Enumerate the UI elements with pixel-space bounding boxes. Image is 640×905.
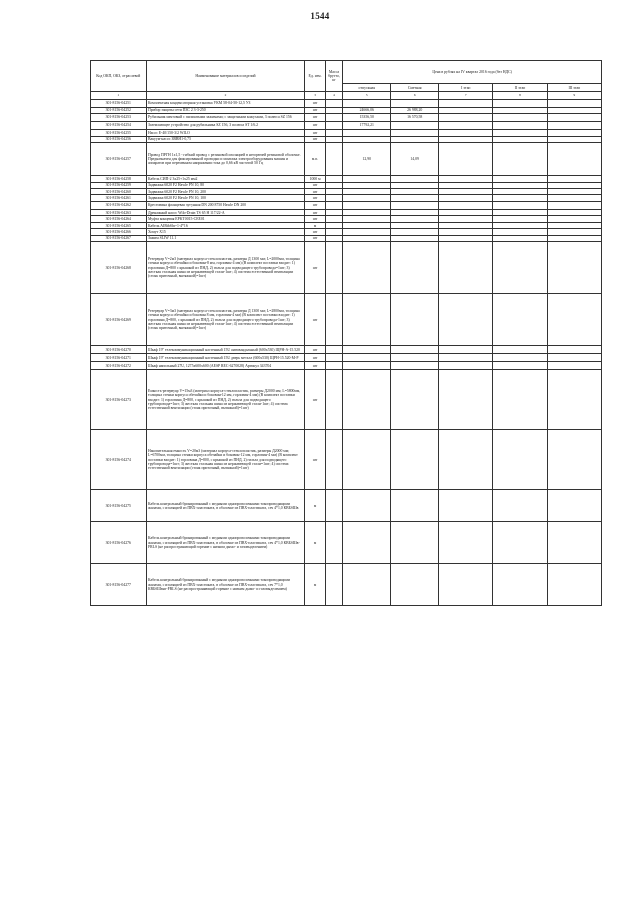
row-current-price [343, 242, 391, 294]
row-price-q2 [439, 114, 493, 122]
row-price-q3 [493, 242, 547, 294]
row-price-q4 [547, 490, 601, 522]
row-name: Муфта концевая EPKT0015-CEE01 [146, 216, 305, 222]
col-number: 5 [343, 92, 391, 99]
row-price-q3 [493, 490, 547, 522]
row-code: 301-8156-04261 [91, 195, 147, 201]
row-price-q2 [439, 564, 493, 606]
row-price-q3 [493, 294, 547, 346]
row-unit: шт [305, 99, 325, 107]
row-code: 301-8156-04251 [91, 99, 147, 107]
table-row [91, 564, 602, 606]
row-unit: 1000 м [305, 176, 325, 182]
row-unit: шт [305, 229, 325, 235]
header-unit: Ед. изм. [305, 61, 325, 92]
row-unit: шт [305, 107, 325, 113]
row-current-price [343, 201, 391, 209]
row-name: Вакуум-насос ЗВВН1-0,75 [146, 136, 305, 142]
row-price-q4 [547, 354, 601, 362]
row-price-q1 [391, 522, 439, 564]
row-current-price: 12,90 [343, 143, 391, 176]
row-code: 301-8156-04269 [91, 294, 147, 346]
row-price-q1 [391, 242, 439, 294]
col-number: 3 [305, 92, 325, 99]
row-price-q2 [439, 354, 493, 362]
row-price-q1 [391, 294, 439, 346]
table-row [91, 143, 602, 176]
table-row [91, 430, 602, 490]
row-current-price [343, 362, 391, 370]
row-name: Дренажный насос Wilo-Drain TS 65 H 117/22-A [146, 209, 305, 215]
row-mass [325, 242, 343, 294]
row-code: 301-8156-04272 [91, 362, 147, 370]
row-mass [325, 346, 343, 354]
row-price-q1 [391, 362, 439, 370]
table-row [91, 346, 602, 354]
row-price-q3 [493, 354, 547, 362]
row-unit: шт [305, 216, 325, 222]
row-unit: шт [305, 354, 325, 362]
row-price-q1: 14,09 [391, 143, 439, 176]
row-name: Заземляющее устройство для рубильника SZ 156, 3 полюса ST 1/6.2 [146, 122, 305, 130]
row-name: Шкаф 19" телекоммуникационный настенный 15U антивандальный (600х530) ЩРН-А-15.520 [146, 346, 305, 354]
row-code: 301-8156-04268 [91, 242, 147, 294]
row-price-q2 [439, 490, 493, 522]
col-number: 1 [91, 92, 147, 99]
row-unit: шт [305, 209, 325, 215]
row-unit: шт [305, 242, 325, 294]
row-current-price [343, 354, 391, 362]
row-unit: шт [305, 136, 325, 142]
row-current-price [343, 564, 391, 606]
row-price-q1 [391, 346, 439, 354]
table-row [91, 490, 602, 522]
col-number: 6 [391, 92, 439, 99]
row-mass [325, 143, 343, 176]
row-unit: шт [305, 362, 325, 370]
row-name: Задвижка 6020 F2 Hawle PN 10, 80 [146, 182, 305, 188]
col-number: 2 [146, 92, 305, 99]
row-unit: шт [305, 346, 325, 354]
row-name: Шкаф 19" телекоммуникационный настенный 15U дверь металл (600х530) ЩРН-15.520-М-Р [146, 354, 305, 362]
row-unit: шт [305, 188, 325, 194]
row-price-q4 [547, 362, 601, 370]
row-current-price: 24666,06 [343, 107, 391, 113]
row-current-price [343, 370, 391, 430]
header-current: отпускная [343, 84, 391, 92]
row-name: Резервуар V=2м3 (материал корпуса-стеклопластик, размеры Д 1300 мм; L=2000мм, толщина стенки корпуса обечайки и боковин-8 мм, горловин-4 мм) (В комплект поставки входит: 1) горловина Д=800 с крышкой из ПНД, 2) гильза для подводящего трубопровода=1шт; 3) жесткая стальная шина из нержавеющей стали-1шт; 4) система естественной вентиляции (стояк приточный, вытяжной)=1шт) [146, 242, 305, 294]
row-price-q1 [391, 99, 439, 107]
row-price-q4 [547, 242, 601, 294]
row-unit: шт [305, 182, 325, 188]
row-name: Зажим SLIW 11.1 [146, 235, 305, 241]
row-unit: м [305, 522, 325, 564]
page-number: 1544 [310, 11, 330, 21]
row-unit: шт [305, 370, 325, 430]
row-current-price [343, 430, 391, 490]
header-q1: I этап [439, 84, 493, 92]
row-name: Прибор защиты сети ПЗС 2 3-3-250 [146, 107, 305, 113]
row-code: 301-8156-04271 [91, 354, 147, 362]
row-price-q4 [547, 522, 601, 564]
row-price-q2 [439, 99, 493, 107]
row-code: 301-8156-04274 [91, 430, 147, 490]
row-price-q3 [493, 346, 547, 354]
row-unit: м [305, 222, 325, 228]
table-row [91, 354, 602, 362]
row-price-q4 [547, 346, 601, 354]
col-number: 9 [547, 92, 601, 99]
row-name: Кабель контрольный бронированный с медными однопроволочными токопроводящими жилами, с изоляцией из ПВХ-пластиката, в оболочке из ПВХ-пластиката, сеч 4*1,0 КВБбШв [146, 490, 305, 522]
row-name: Задвижка 6020 F2 Hawle PN 10, 100 [146, 195, 305, 201]
row-current-price [343, 490, 391, 522]
row-name: Емкость-резервуар V=15м3 (материал корпуса-стеклопластик, размеры Д2000 мм; L=5800мм, толщина стенки корпуса обечайки и боковин-12 мм, горловин-4 мм) (В комплект поставки входит: 1) горловина Д=800, с крышкой из ПНД, 2) гильза для подводящего трубопровода=1шт; 3) жесткая стальная шина из нержавеющей стали-1шт; 4) система естественной вентиляции (стояк приточный, вытяжной)=1шт) [146, 370, 305, 430]
row-unit: шт [305, 294, 325, 346]
row-code: 301-8156-04258 [91, 176, 147, 182]
row-mass [325, 99, 343, 107]
row-unit: шт [305, 114, 325, 122]
row-price-q3 [493, 143, 547, 176]
price-table [90, 60, 602, 606]
header-estimate: Сметная [391, 84, 439, 92]
table-body [91, 99, 602, 606]
row-name: Кабель контрольный бронированный с медными однопроволочными токопроводящими жилами, с изоляцией из ПВХ-пластиката, в оболочке из ПВХ-пластиката, сеч 7*1,0 КВБбШвнг-FRLS (не распространяющий горение с низким дымо- и газовыделением) [146, 564, 305, 606]
row-current-price [343, 522, 391, 564]
table-row [91, 201, 602, 209]
row-price-q1: 26 988,20 [391, 107, 439, 113]
row-price-q2 [439, 242, 493, 294]
row-price-q4 [547, 201, 601, 209]
table-row [91, 242, 602, 294]
row-unit: м [305, 490, 325, 522]
table-row [91, 99, 602, 107]
row-name: Хомут Х15 [146, 229, 305, 235]
row-unit: шт [305, 430, 325, 490]
row-current-price: 15356,50 [343, 114, 391, 122]
header-q3: III этап [547, 84, 601, 92]
table-row [91, 114, 602, 122]
row-mass [325, 522, 343, 564]
row-code: 301-8156-04260 [91, 188, 147, 194]
row-price-q3 [493, 201, 547, 209]
row-code: 301-8156-04276 [91, 522, 147, 564]
row-name: Кабель контрольный бронированный с медными однопроволочными токопроводящими жилами, с изоляцией из ПВХ-пластиката, в оболочке из ПВХ-пластиката, сеч 4*1,0 КВБбШв-FRLS (не распространяющий горение с низким дымо- и газовыделением) [146, 522, 305, 564]
row-current-price [343, 294, 391, 346]
row-price-q1 [391, 201, 439, 209]
row-code: 301-8156-04254 [91, 122, 147, 130]
row-price-q2 [439, 346, 493, 354]
row-mass [325, 362, 343, 370]
row-current-price: 17792,21 [343, 122, 391, 130]
row-code: 301-8156-04266 [91, 229, 147, 235]
row-price-q3 [493, 99, 547, 107]
row-name: Рубильник мачтовый с пильчатыми зажимами; с защитными кожухами, 3 полюса SZ 156 [146, 114, 305, 122]
row-mass [325, 201, 343, 209]
table-row [91, 122, 602, 130]
row-current-price [343, 99, 391, 107]
row-mass [325, 430, 343, 490]
row-price-q3 [493, 122, 547, 130]
row-mass [325, 370, 343, 430]
row-code: 301-8156-04277 [91, 564, 147, 606]
row-code: 301-8156-04273 [91, 370, 147, 430]
row-price-q2 [439, 122, 493, 130]
row-unit: шт [305, 201, 325, 209]
row-mass [325, 122, 343, 130]
row-price-q2 [439, 294, 493, 346]
header-q2: II этап [493, 84, 547, 92]
row-price-q2 [439, 522, 493, 564]
row-unit: шт [305, 122, 325, 130]
column-number-row [91, 92, 602, 99]
row-mass [325, 114, 343, 122]
row-mass [325, 354, 343, 362]
header-mass: Масса брутто, кг [325, 61, 343, 92]
row-mass [325, 490, 343, 522]
row-code: 301-8156-04252 [91, 107, 147, 113]
row-code: 301-8156-04259 [91, 182, 147, 188]
row-price-q1 [391, 370, 439, 430]
row-unit: м.п. [305, 143, 325, 176]
row-code: 301-8156-04262 [91, 201, 147, 209]
row-code: 301-8156-04253 [91, 114, 147, 122]
row-price-q3 [493, 114, 547, 122]
table-row [91, 522, 602, 564]
header-name: Наименование материалов и изделий [146, 61, 305, 92]
row-price-q4 [547, 143, 601, 176]
col-number: 8 [493, 92, 547, 99]
row-price-q3 [493, 522, 547, 564]
row-price-q3 [493, 362, 547, 370]
row-code: 301-8156-04275 [91, 490, 147, 522]
row-unit: м [305, 564, 325, 606]
row-price-q4 [547, 99, 601, 107]
row-name: Кабель СИП-2 3х25+1х25 мм2 [146, 176, 305, 182]
table-row [91, 294, 602, 346]
table-row [91, 362, 602, 370]
row-price-q1 [391, 430, 439, 490]
row-code: 301-8156-04265 [91, 222, 147, 228]
row-price-q1 [391, 122, 439, 130]
row-name: Насос E-40/150-3/2 WILO [146, 130, 305, 136]
row-code: 301-8156-04263 [91, 209, 147, 215]
row-mass [325, 564, 343, 606]
row-price-q4 [547, 114, 601, 122]
row-name: Комплектная конденсаторная установка УКМ 58-04-50-12,5 УЗ [146, 99, 305, 107]
row-price-q4 [547, 564, 601, 606]
row-name: Накопительная емкость V=20м3 (материал корпуса-стеклопластик, размеры Д2000 мм; L=6700мм, толщина стенки корпуса обечайки и боковин-12 мм, горловин-4 мм) (В комплект поставки входит: 1) горловина Д=800, с крышкой из ПНД, 2) гильза для подводящего трубопровода=1шт; 3) жесткая стальная шина из нержавеющей стали=1шт; 4) система естественной вентиляции (стояк приточный, вытяжной)=1шт) [146, 430, 305, 490]
row-price-q3 [493, 430, 547, 490]
row-name: Крестовина фланцевая чугунная DN 200 8750 Hawle DN 200 [146, 201, 305, 209]
row-price-q2 [439, 201, 493, 209]
row-unit: шт [305, 195, 325, 201]
row-unit: шт [305, 130, 325, 136]
row-name: Кабель AIBtbShv-1-4*16 [146, 222, 305, 228]
row-current-price [343, 346, 391, 354]
row-price-q1 [391, 564, 439, 606]
row-code: 301-8156-04267 [91, 235, 147, 241]
row-price-q3 [493, 564, 547, 606]
col-number: 4 [325, 92, 343, 99]
row-name: Задвижка 6020 F2 Hawle PN 10, 200 [146, 188, 305, 194]
row-price-q4 [547, 430, 601, 490]
row-name: Шкаф напольный 27U, 1275х600х600 (AESP REC-6270028) Артикул 343704 [146, 362, 305, 370]
row-price-q2 [439, 362, 493, 370]
row-price-q2 [439, 430, 493, 490]
row-price-q2 [439, 143, 493, 176]
header-price-group: Цена в рублях на IV квартал 2016 года (без НДС) [343, 61, 602, 84]
row-price-q4 [547, 294, 601, 346]
row-mass [325, 294, 343, 346]
row-code: 301-8156-04257 [91, 143, 147, 176]
row-code: 301-8156-04256 [91, 136, 147, 142]
row-price-q1 [391, 354, 439, 362]
col-number: 7 [439, 92, 493, 99]
row-code: 301-8156-04264 [91, 216, 147, 222]
row-price-q2 [439, 370, 493, 430]
table-row [91, 370, 602, 430]
row-name: Провод ПРГН 1х1,5 - гибкий провод с резиновой изоляцией в негорючей резиновой оболочке. Предназначен для фиксированной проводки и монтажа электрооборудования машин и аппаратов при переменном напряжении тока до 0,66 кВ частотой 50 Гц [146, 143, 305, 176]
row-price-q4 [547, 122, 601, 130]
row-price-q1 [391, 490, 439, 522]
row-code: 301-8156-04270 [91, 346, 147, 354]
row-code: 301-8156-04255 [91, 130, 147, 136]
row-price-q3 [493, 370, 547, 430]
row-unit: шт [305, 235, 325, 241]
row-price-q4 [547, 370, 601, 430]
row-name: Резервуар V=3м3 (материал корпуса-стеклопластик, размеры Д 1300 мм; L=2800мм, толщина стенки корпуса обечайки и боковин 8 мм, горловин-4 мм) (В комплект поставки входит: 1) горловина Д=800, с крышкой из ПНД, 2) гильза для подводящего трубопровода-1шт; 3) жесткая стальная шина из нержавеющей стали-1шт; 4) система естественной вентиляции (стояк приточный, вытяжной)=1шт) [146, 294, 305, 346]
row-price-q1: 16 570,58 [391, 114, 439, 122]
header-code: Код ОКП, ОКЗ, отраслевой [91, 61, 147, 92]
